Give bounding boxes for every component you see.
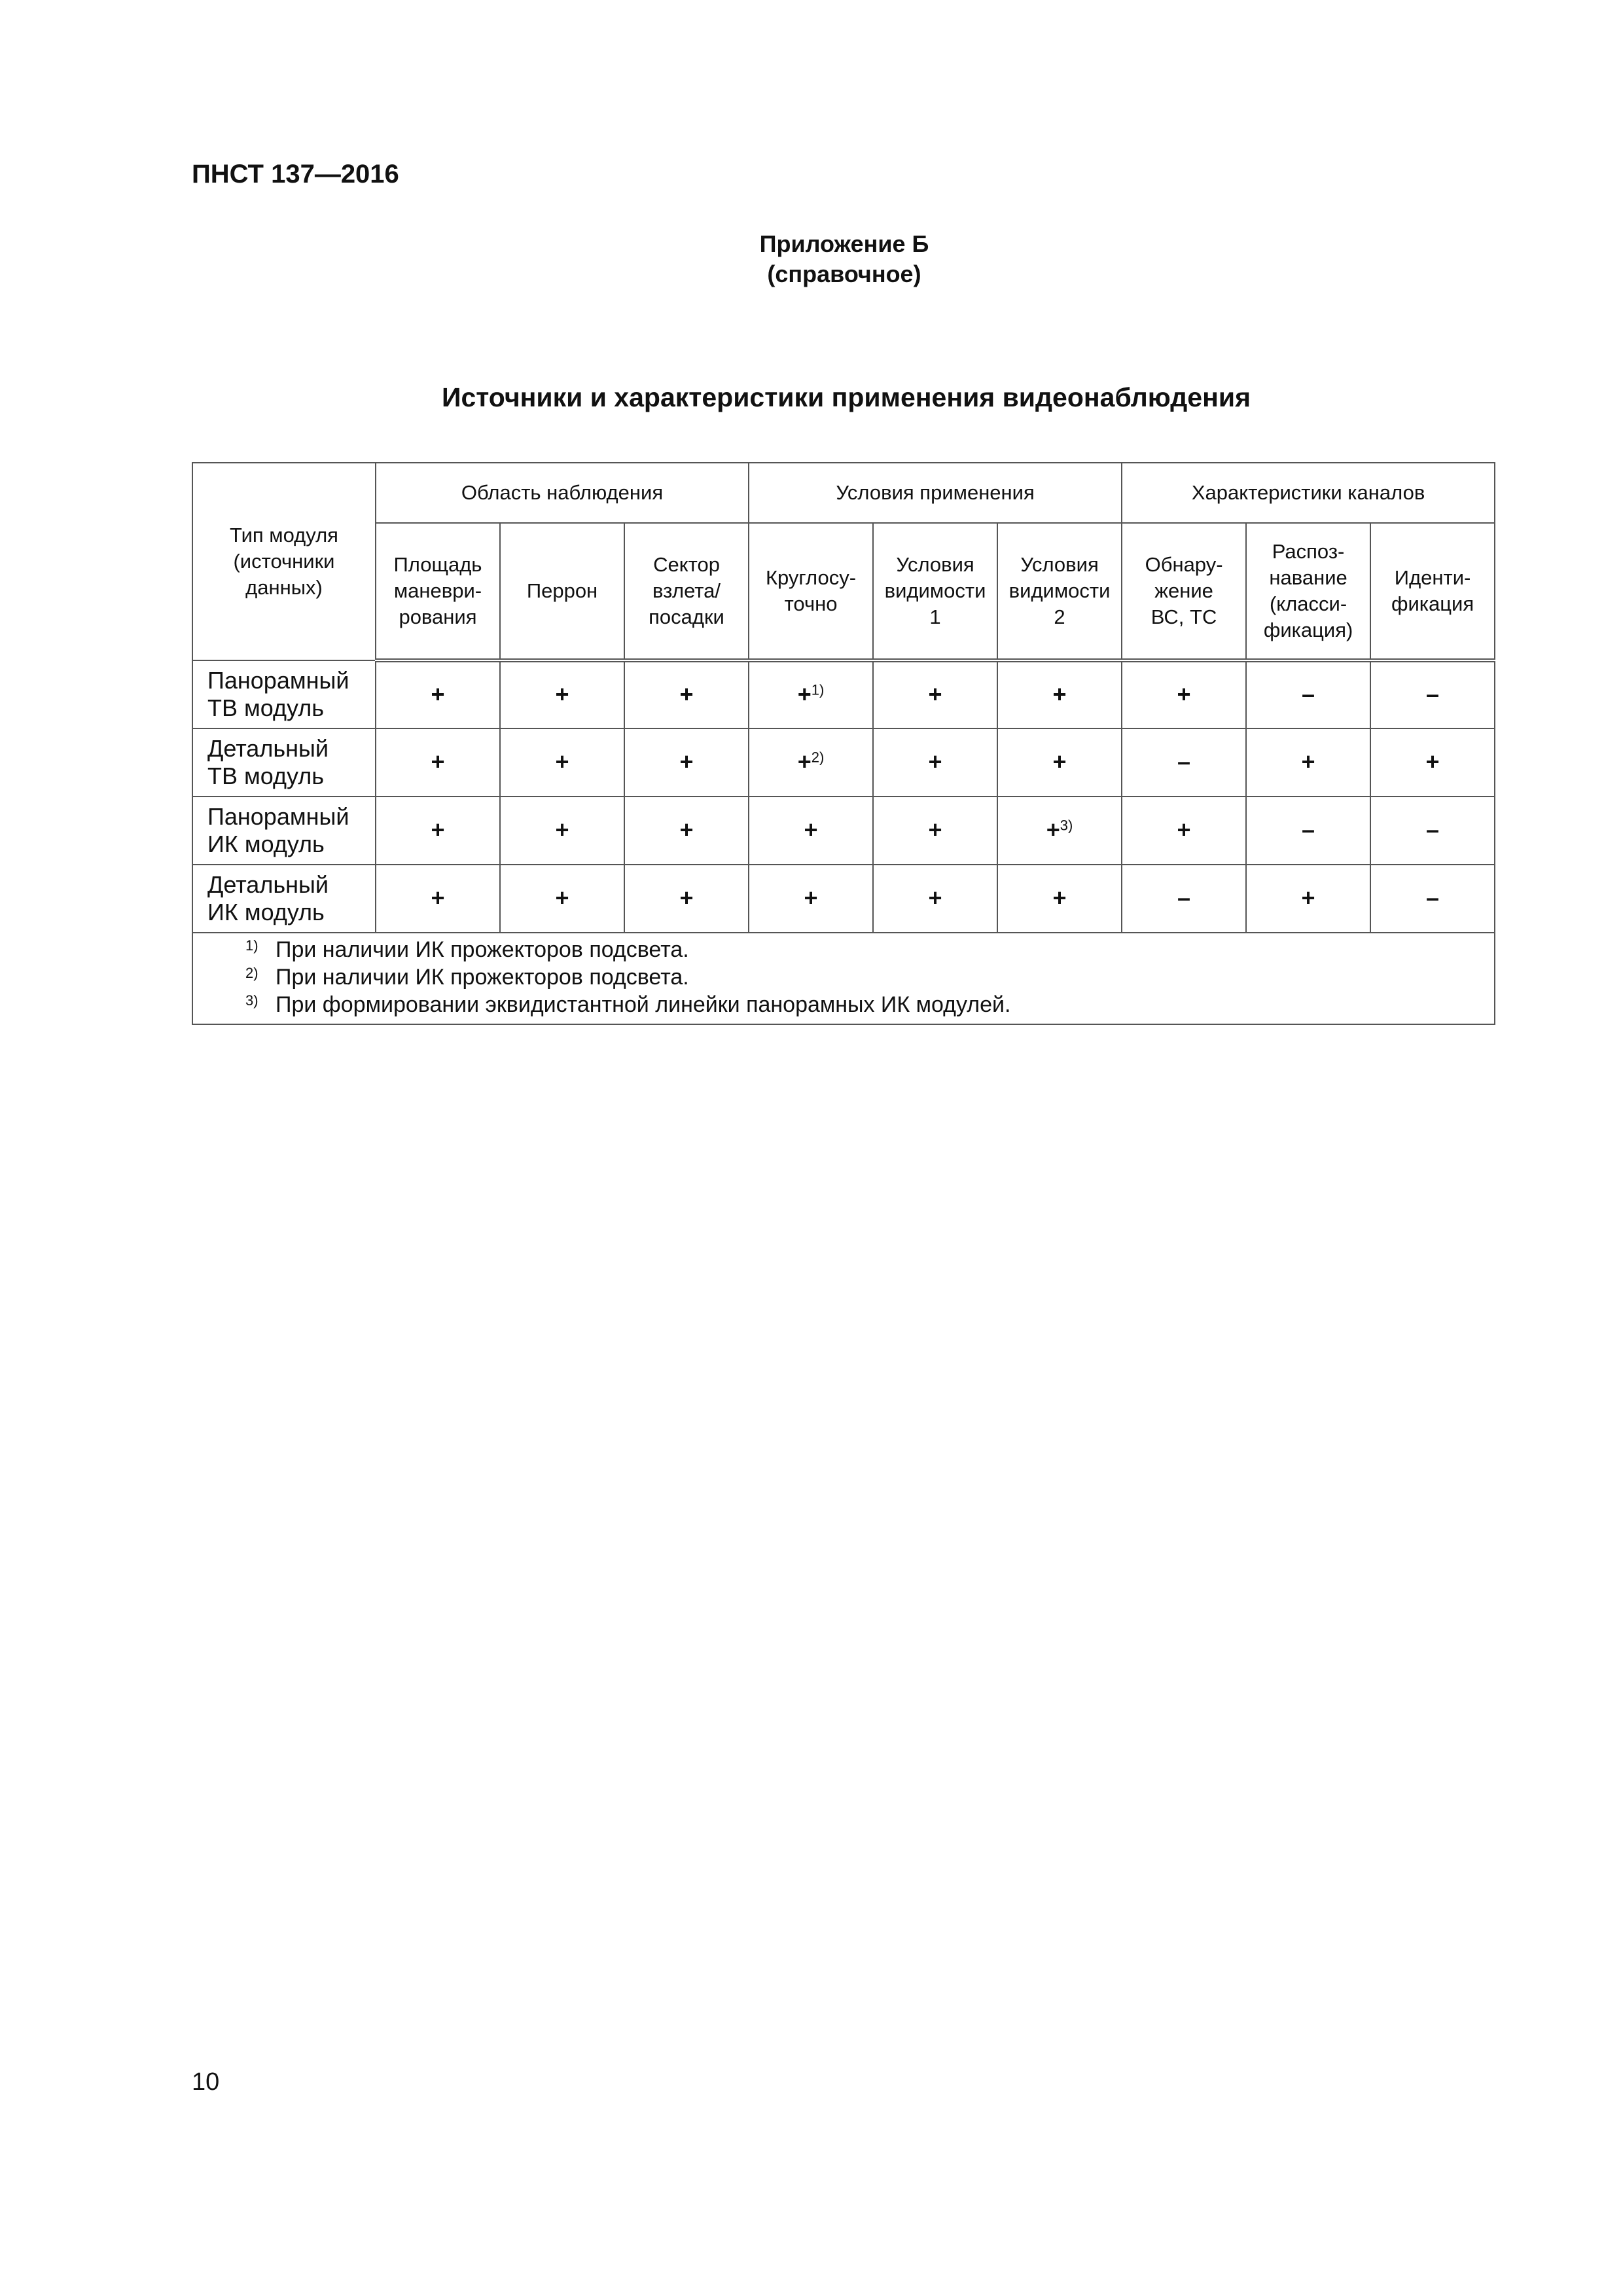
table-cell [873,660,997,728]
subheader-line: фикация) [1263,619,1353,641]
footnote-mark: 1) [245,937,259,954]
table-cell [1122,797,1246,865]
table-cell [997,865,1122,933]
subheader-line: 1 [929,605,941,628]
page-number: 10 [192,2068,220,2096]
row-label-line: Детальный [207,871,329,898]
cell-mark: + [928,816,942,843]
cell-mark: + [1177,816,1191,843]
footnote-text: При наличии ИК прожекторов подсвета. [276,965,689,990]
table-cell [376,728,500,797]
subheader-line: Условия [896,553,974,576]
cell-mark: + [1046,816,1060,843]
cell-mark: – [1302,681,1315,708]
table-row [192,797,1495,865]
cell-mark: – [1177,748,1191,775]
table-cell [1370,865,1495,933]
table-cell [500,728,624,797]
cell-mark: + [679,816,694,843]
row-label [192,660,376,728]
header-group-conditions: Условия применения [749,463,1122,523]
cell-mark: + [1301,884,1315,911]
cell-mark: – [1177,884,1191,911]
table-cell [376,865,500,933]
table-cell [1246,797,1370,865]
cell-mark: + [1177,681,1191,708]
table-cell [624,660,749,728]
table-cell [376,797,500,865]
header-module-type [192,463,376,660]
header-module-type-line: (источники [233,550,335,573]
subheader-cell [376,523,500,660]
subheader-cell [749,523,873,660]
cell-mark: + [797,681,812,708]
appendix-title: Приложение Б [759,230,929,257]
subheader-line: видимости [884,579,986,602]
cell-mark: + [555,681,569,708]
subheader-cell [997,523,1122,660]
header-group-channels: Характеристики каналов [1122,463,1495,523]
subheader-line: навание [1269,566,1347,589]
table-cell [997,728,1122,797]
subheader-line: Обнару- [1145,553,1223,576]
cell-mark: + [928,748,942,775]
subheader-cell [1246,523,1370,660]
subheader-line: фикация [1391,592,1474,615]
cell-mark: + [555,884,569,911]
table-cell [873,728,997,797]
cell-mark: + [1425,748,1440,775]
row-label-line: Панорамный [207,667,349,694]
header-module-type-line: Тип модуля [230,524,338,547]
appendix-type: (справочное) [767,260,921,287]
table-cell [1122,865,1246,933]
table-title: Источники и характеристики применения видеонаблюдения [441,382,1251,412]
cell-mark: – [1426,884,1440,911]
cell-mark: + [431,748,445,775]
table-cell [749,660,873,728]
subheader-line: взлета/ [652,579,721,602]
document-code: ПНСТ 137—2016 [192,160,399,188]
table-cell [624,728,749,797]
table-cell [873,865,997,933]
header-module-type-line: данных) [245,576,323,599]
notes-row [192,933,1495,1024]
row-label [192,797,376,865]
row-label [192,728,376,797]
subheader-line: точно [784,592,838,615]
table-cell [749,797,873,865]
cell-mark: + [679,681,694,708]
footnote-text: При наличии ИК прожекторов подсвета. [276,937,689,962]
table-cell [500,865,624,933]
data-table [192,462,1495,1025]
cell-mark: + [928,681,942,708]
subheader-line: Круглосу- [765,566,857,589]
cell-mark: + [1052,884,1067,911]
table-row [192,660,1495,728]
subheader-line: жение [1154,579,1213,602]
table-row [192,728,1495,797]
cell-mark: + [555,748,569,775]
subheader-line: (класси- [1269,592,1347,615]
table-cell [749,865,873,933]
cell-mark: – [1426,816,1440,843]
table-row [192,865,1495,933]
subheader-line: Иденти- [1394,566,1471,589]
row-label-line: ИК модуль [207,831,325,857]
subheader-line: маневри- [393,579,482,602]
header-group-observation-area: Область наблюдения [376,463,749,523]
table-cell [997,660,1122,728]
table-cell [1246,660,1370,728]
footnote [245,937,1494,965]
row-label-line: ТВ модуль [207,694,324,721]
table-cell [749,728,873,797]
subheader-cell [500,523,624,660]
subheader-line: Перрон [526,579,598,602]
subheader-line: Распоз- [1272,540,1345,563]
cell-mark: + [804,884,818,911]
cell-mark: + [1052,681,1067,708]
cell-mark: + [679,748,694,775]
footnote-ref: 2) [811,749,825,766]
table-cell [624,865,749,933]
footnote-ref: 1) [811,681,825,698]
cell-mark: + [431,816,445,843]
table-cell [1370,728,1495,797]
row-label-line: Детальный [207,735,329,762]
subheader-cell [1370,523,1495,660]
table-cell [500,660,624,728]
cell-mark: + [555,816,569,843]
table-cell [1370,797,1495,865]
footnotes [192,933,1495,1024]
cell-mark: + [431,681,445,708]
cell-mark: + [431,884,445,911]
cell-mark: + [1301,748,1315,775]
footnote [245,992,1494,1020]
row-label-line: ТВ модуль [207,762,324,789]
cell-mark: + [797,748,812,775]
subheader-line: 2 [1054,605,1065,628]
row-label-line: ИК модуль [207,899,325,925]
subheader-line: рования [399,605,477,628]
cell-mark: + [928,884,942,911]
footnote [245,965,1494,992]
cell-mark: – [1302,816,1315,843]
cell-mark: + [804,816,818,843]
table-cell [1370,660,1495,728]
table-cell [1122,728,1246,797]
subheader-line: Площадь [393,553,482,576]
subheader-line: посадки [649,605,724,628]
table-cell [376,660,500,728]
row-label [192,865,376,933]
footnote-mark: 3) [245,992,259,1009]
table-cell [1246,728,1370,797]
subheader-line: ВС, ТС [1150,605,1217,628]
table-cell [1246,865,1370,933]
cell-mark: – [1426,681,1440,708]
row-label-line: Панорамный [207,803,349,830]
subheader-line: Сектор [653,553,720,576]
subheader-line: Условия [1020,553,1099,576]
cell-mark: + [679,884,694,911]
subheader-cell [1122,523,1246,660]
subheader-line: видимости [1008,579,1111,602]
footnote-ref: 3) [1060,817,1073,834]
table-cell [997,797,1122,865]
table-cell [873,797,997,865]
table-cell [1122,660,1246,728]
table-cell [624,797,749,865]
subheader-cell [624,523,749,660]
subheader-cell [873,523,997,660]
footnote-mark: 2) [245,965,259,981]
table-cell [500,797,624,865]
cell-mark: + [1052,748,1067,775]
footnote-text: При формировании эквидистантной линейки панорамных ИК модулей. [276,992,1011,1017]
